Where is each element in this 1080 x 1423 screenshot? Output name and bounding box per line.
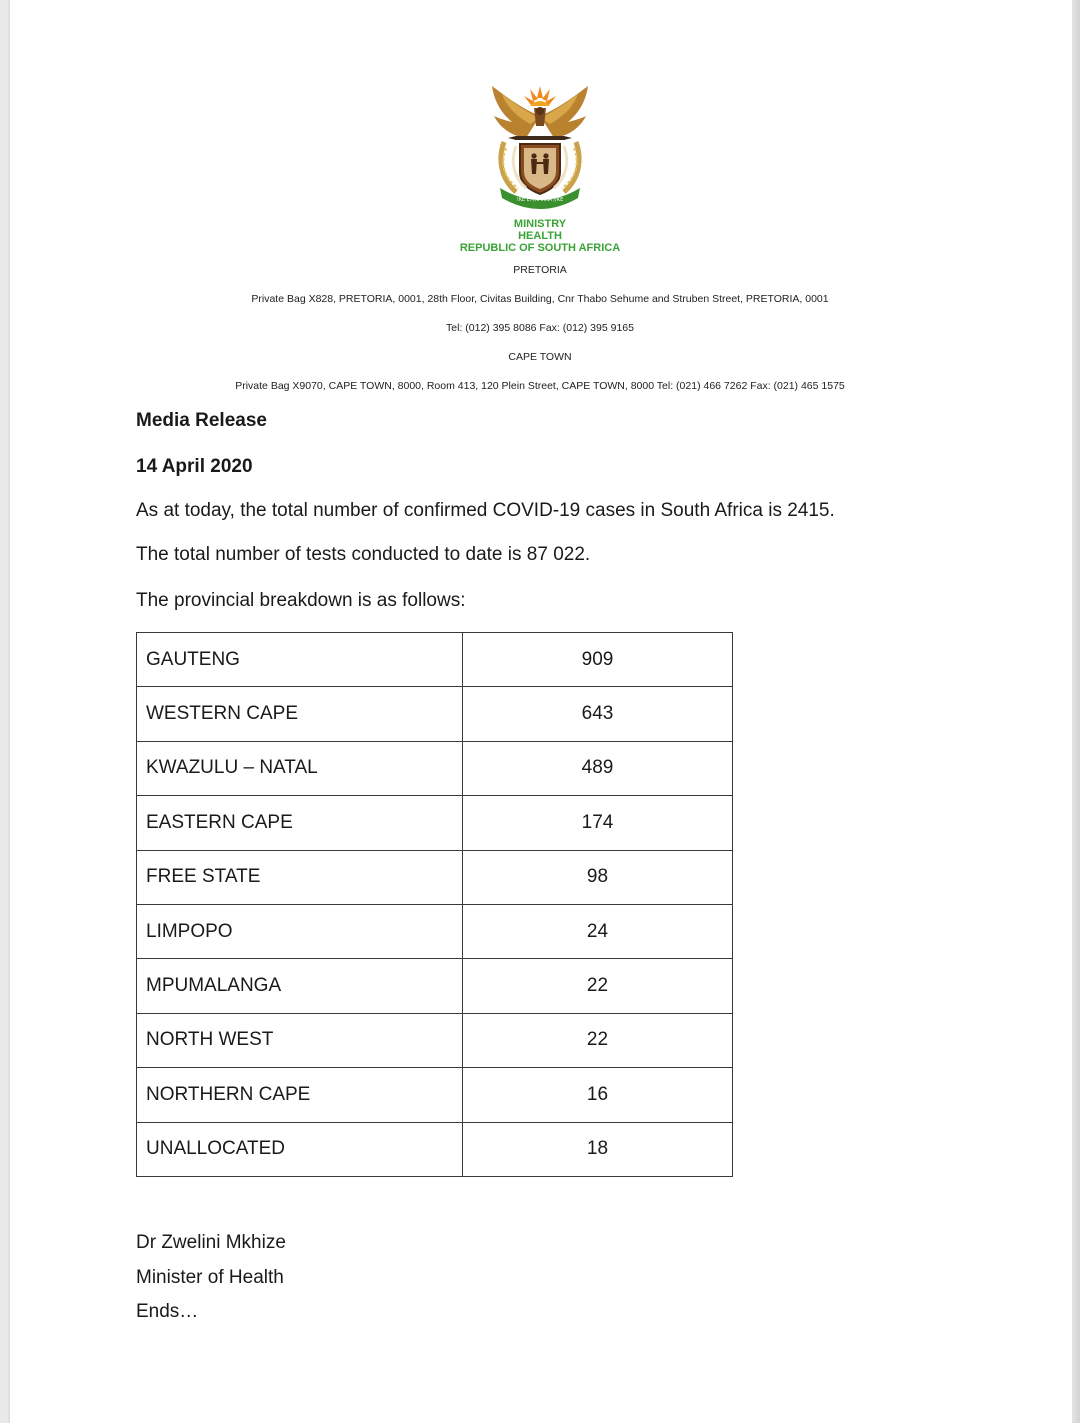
ministry-line-2: HEALTH — [518, 230, 562, 242]
capetown-address: Private Bag X9070, CAPE TOWN, 8000, Room 413, 120 Plein Street, CAPE TOWN, 8000 Tel: (021) 466 7262 Fax: (021) 465 1575 — [235, 380, 845, 392]
province-name: EASTERN CAPE — [137, 796, 463, 850]
ministry-line-3: REPUBLIC OF SOUTH AFRICA — [459, 242, 621, 254]
breakdown-intro: The provincial breakdown is as follows: — [136, 590, 466, 611]
province-cases: 16 — [463, 1068, 733, 1122]
province-name: FREE STATE — [137, 850, 463, 904]
pretoria-address: Private Bag X828, PRETORIA, 0001, 28th Floor, Civitas Building, Cnr Thabo Sehume and Struben Street, PRETORIA, 0001 — [251, 293, 829, 305]
province-cases: 18 — [463, 1122, 733, 1176]
province-cases: 489 — [463, 741, 733, 795]
province-name: GAUTENG — [137, 633, 463, 687]
table-row — [137, 959, 733, 1013]
province-name: MPUMALANGA — [137, 959, 463, 1013]
pretoria-label: PRETORIA — [513, 264, 567, 276]
coat-of-arms-icon — [486, 78, 594, 214]
table-row — [137, 904, 733, 958]
pretoria-contact: Tel: (012) 395 8086 Fax: (012) 395 9165 — [446, 322, 634, 334]
ministry-line-1: MINISTRY — [513, 218, 567, 230]
table-row — [137, 1013, 733, 1067]
release-date: 14 April 2020 — [136, 456, 253, 477]
province-name: NORTHERN CAPE — [137, 1068, 463, 1122]
confirmed-cases-paragraph: As at today, the total number of confirmed COVID-19 cases in South Africa is 2415. — [136, 500, 835, 521]
ends-marker: Ends… — [136, 1301, 199, 1322]
province-cases: 98 — [463, 850, 733, 904]
province-name: LIMPOPO — [137, 904, 463, 958]
table-row — [137, 1122, 733, 1176]
province-cases: 22 — [463, 1013, 733, 1067]
province-cases: 24 — [463, 904, 733, 958]
table-row — [137, 633, 733, 687]
table-row — [137, 1068, 733, 1122]
province-cases: 174 — [463, 796, 733, 850]
capetown-label: CAPE TOWN — [508, 351, 572, 363]
province-name: WESTERN CAPE — [137, 687, 463, 741]
crest-motto: !KE E: /XARRA //KE — [516, 197, 564, 203]
table-row — [137, 796, 733, 850]
table-row — [137, 687, 733, 741]
media-release-heading: Media Release — [136, 410, 267, 431]
province-cases: 643 — [463, 687, 733, 741]
signatory-name: Dr Zwelini Mkhize — [136, 1232, 286, 1253]
province-cases: 909 — [463, 633, 733, 687]
province-name: KWAZULU – NATAL — [137, 741, 463, 795]
page-edge — [1072, 0, 1080, 1423]
province-name: UNALLOCATED — [137, 1122, 463, 1176]
tests-paragraph: The total number of tests conducted to date is 87 022. — [136, 544, 591, 565]
provincial-breakdown-table — [136, 632, 733, 1177]
province-name: NORTH WEST — [137, 1013, 463, 1067]
table-row — [137, 850, 733, 904]
signatory-title: Minister of Health — [136, 1267, 284, 1288]
province-cases: 22 — [463, 959, 733, 1013]
table-row — [137, 741, 733, 795]
